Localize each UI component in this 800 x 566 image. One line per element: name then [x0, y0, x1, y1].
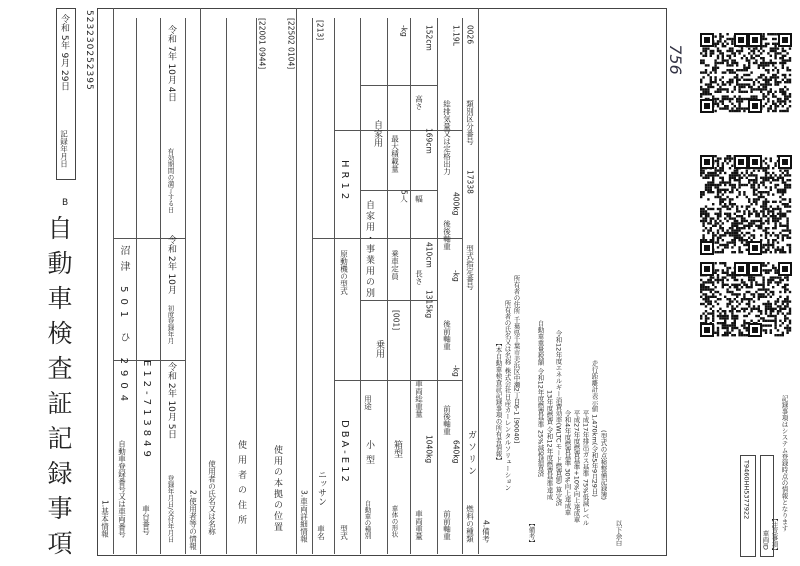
- user-address-code: [22001 0944]: [257, 18, 267, 70]
- front-rear-axle-label: 前後軸重: [442, 405, 452, 435]
- length-value: 410cm: [424, 242, 434, 268]
- model-label: 型式: [339, 525, 349, 540]
- document-title: 自動車検査証記録事項: [44, 215, 73, 565]
- front-axle-label: 前前軸重: [442, 510, 452, 540]
- fuel-label: 燃料の種類: [465, 505, 475, 543]
- expiry-value: 令和 7年 10月 4日: [166, 25, 176, 102]
- kind-label: 自動車の種別: [363, 500, 372, 539]
- base-location-code: [22502 0104]: [286, 18, 296, 70]
- length-label: 長さ: [414, 270, 424, 285]
- record-date-value: 令和 5年 9月 29日: [59, 14, 69, 91]
- user-address-label: 使用者の住所: [236, 440, 246, 530]
- qr-code-5: [700, 262, 748, 337]
- remark-line: 所有者の氏名又は名称 株式会社日産カーレンタルソリューション: [503, 300, 512, 491]
- handwritten-number: 756: [665, 44, 685, 75]
- rear-rear-axle-label: 後後軸重: [442, 220, 452, 250]
- usage-value: 乗用: [374, 340, 384, 358]
- chassis-value: E12-713849: [141, 360, 152, 461]
- purpose-label: 自家用・事業用の別: [364, 200, 374, 299]
- capacity-label: 乗車定員: [390, 250, 400, 280]
- width-value: 169cm: [424, 128, 434, 154]
- remark-line: 自動車重量税額 令和12年度燃費基準 25%減税措置済: [536, 320, 545, 477]
- section-remarks: 4.備考: [481, 520, 491, 543]
- remark-line: 所有者の住所 千葉県千葉市美浜区中瀬2丁目6-1 [90040]: [512, 275, 521, 444]
- front-rear-axle-value: -kg: [451, 365, 461, 377]
- usage-label: 用途: [363, 395, 373, 410]
- record-date-label: 記録年月日: [59, 130, 69, 168]
- reg-number-label: 自動車登録番号又は車両番号: [117, 440, 127, 538]
- section-user-info: 2.使用者等の情報: [188, 490, 198, 550]
- rear-front-axle-value: -kg: [451, 270, 461, 282]
- front-axle-value: 640kg: [451, 440, 461, 464]
- model-value: DBA-E12: [339, 420, 350, 485]
- gross-label: 車両総重量: [414, 380, 424, 418]
- barcode-id: T9460HH5377922: [742, 460, 751, 520]
- remark-line: 13年度燃費 令和12年度燃費基準達成: [545, 390, 554, 500]
- reg-date-label: 登録年月日/交付年月日: [166, 475, 175, 543]
- height-value: 152cm: [424, 25, 434, 51]
- reg-date-value: 令和 2年 10月 5日: [166, 362, 176, 439]
- qr-code-3: [700, 155, 748, 255]
- notice-text: 記録事項はシステム登録時点の情報となります: [780, 395, 789, 532]
- first-reg-value: 令和 2年 10月: [166, 235, 176, 294]
- engine-value: HR12: [339, 160, 350, 204]
- base-location-label: 使用の本拠の位置: [272, 445, 282, 533]
- category-label: 類別区分番号: [465, 100, 475, 145]
- max-load-value: -kg: [399, 25, 409, 37]
- fuel-value: ガソリン: [466, 430, 476, 478]
- remark-line: 平成17年排出ガス基準 75%低減レベル: [581, 410, 590, 526]
- qr-code-2: [748, 33, 792, 113]
- body-code: [001]: [391, 310, 401, 331]
- first-reg-label: 初度登録年月: [166, 305, 175, 344]
- remark-line: 令和4年度燃費基準 30%向上達成車: [563, 410, 572, 516]
- expiry-label: 有効期間の満了する日: [166, 148, 175, 213]
- weight-label: 車両重量: [414, 510, 424, 540]
- width-label: 幅: [414, 195, 424, 203]
- remark-line: 【本自動車検査証記録事項の所有者情報】: [494, 340, 503, 464]
- purpose-value: 自家用: [372, 120, 382, 147]
- user-name-label: 使用者の氏名又は名称: [207, 460, 217, 535]
- section-basic-info: 1.基本情報: [100, 500, 110, 538]
- remark-line: 平成27年度燃費基準+10%向上達成車: [572, 410, 581, 523]
- kind-value: 小型: [364, 440, 374, 470]
- remark-line: 走行距離計表示値 1,470km(令和5年9月29日): [590, 360, 599, 497]
- car-id-label: 車両ID: [761, 530, 770, 550]
- displacement-value: 1.19L: [451, 25, 461, 46]
- engine-label: 原動機の型式: [339, 250, 349, 295]
- category-value: 0026: [465, 25, 475, 45]
- maker-label: 車名: [316, 525, 326, 540]
- height-label: 高さ: [414, 95, 424, 110]
- gross-value: 1315kg: [424, 290, 434, 319]
- remark-line: 以下余白: [614, 520, 623, 546]
- remark-line: (型式の点検整備記録簿): [599, 430, 608, 501]
- document-number: 523230252395: [84, 10, 94, 91]
- remark-line: 令和12年度エネルギー消費効率(WLTCモード燃費値) 算定済: [554, 330, 563, 506]
- remark-line: 【備考】: [527, 520, 536, 546]
- chassis-label: 車台番号: [141, 505, 151, 535]
- letter-b: B: [62, 198, 69, 208]
- model-number-label: 型式指定番号: [465, 245, 475, 290]
- section-vehicle-info: 3.車両詳細情報: [299, 490, 309, 543]
- max-load-label: 最大積載量: [390, 135, 400, 173]
- notice-title: 【注意事項】: [770, 515, 779, 554]
- qr-code-6: [748, 262, 792, 337]
- maker-code: [213]: [315, 20, 325, 41]
- qr-code-4: [748, 155, 792, 255]
- body-value: 箱型: [392, 440, 402, 458]
- displacement-label: 総排気量又は定格出力: [442, 100, 452, 175]
- reg-number-value: 沼津 501 ひ 2904: [118, 245, 129, 408]
- qr-code-1: [700, 33, 748, 113]
- weight-value: 1040kg: [424, 435, 434, 464]
- body-label: 車体の形状: [390, 505, 399, 538]
- rear-rear-axle-value: 400kg: [451, 192, 461, 216]
- capacity-value: 5人: [399, 190, 409, 203]
- rear-front-axle-label: 後前軸重: [442, 320, 452, 350]
- model-number-value: 17338: [465, 170, 475, 194]
- maker-value: ニッサン: [316, 470, 326, 506]
